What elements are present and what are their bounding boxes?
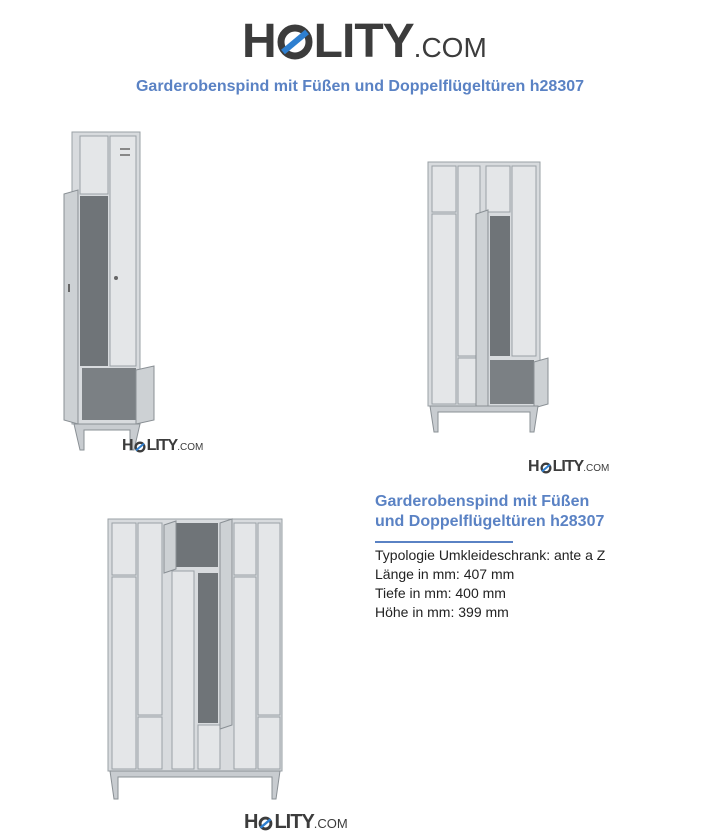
logo-o-icon xyxy=(277,21,313,57)
logo-image-3: H LITY .COM xyxy=(244,811,348,833)
logo-o-icon xyxy=(134,438,146,450)
logo-o-icon xyxy=(540,459,552,471)
product-title-line2: und Doppelflügeltüren h28307 xyxy=(375,513,605,530)
product-title-line1: Garderobenspind mit Füßen xyxy=(375,493,590,510)
product-title xyxy=(375,492,675,532)
product-image-2[interactable] xyxy=(420,158,560,438)
spec-laenge: Länge in mm: 407 mm xyxy=(375,566,515,582)
logo-lity: LITY xyxy=(313,15,414,68)
spec-typologie: Typologie Umkleideschrank: ante a Z xyxy=(375,547,606,563)
product-image-3[interactable] xyxy=(102,515,292,805)
logo-image-1: H LITY .COM xyxy=(122,437,204,454)
product-specs xyxy=(375,546,605,622)
product-image-1[interactable] xyxy=(60,128,160,458)
logo-image-2: H LITY .COM xyxy=(528,458,610,475)
logo-com: .COM xyxy=(413,32,487,63)
main-logo[interactable] xyxy=(242,14,487,69)
spec-hoehe: Höhe in mm: 399 mm xyxy=(375,604,509,620)
title-divider xyxy=(375,541,513,543)
logo-o-icon xyxy=(258,813,273,828)
logo-h: H xyxy=(242,15,276,68)
page-title: Garderobenspind mit Füßen und Doppelflügeltüren h28307 xyxy=(135,78,585,95)
spec-tiefe: Tiefe in mm: 400 mm xyxy=(375,585,506,601)
